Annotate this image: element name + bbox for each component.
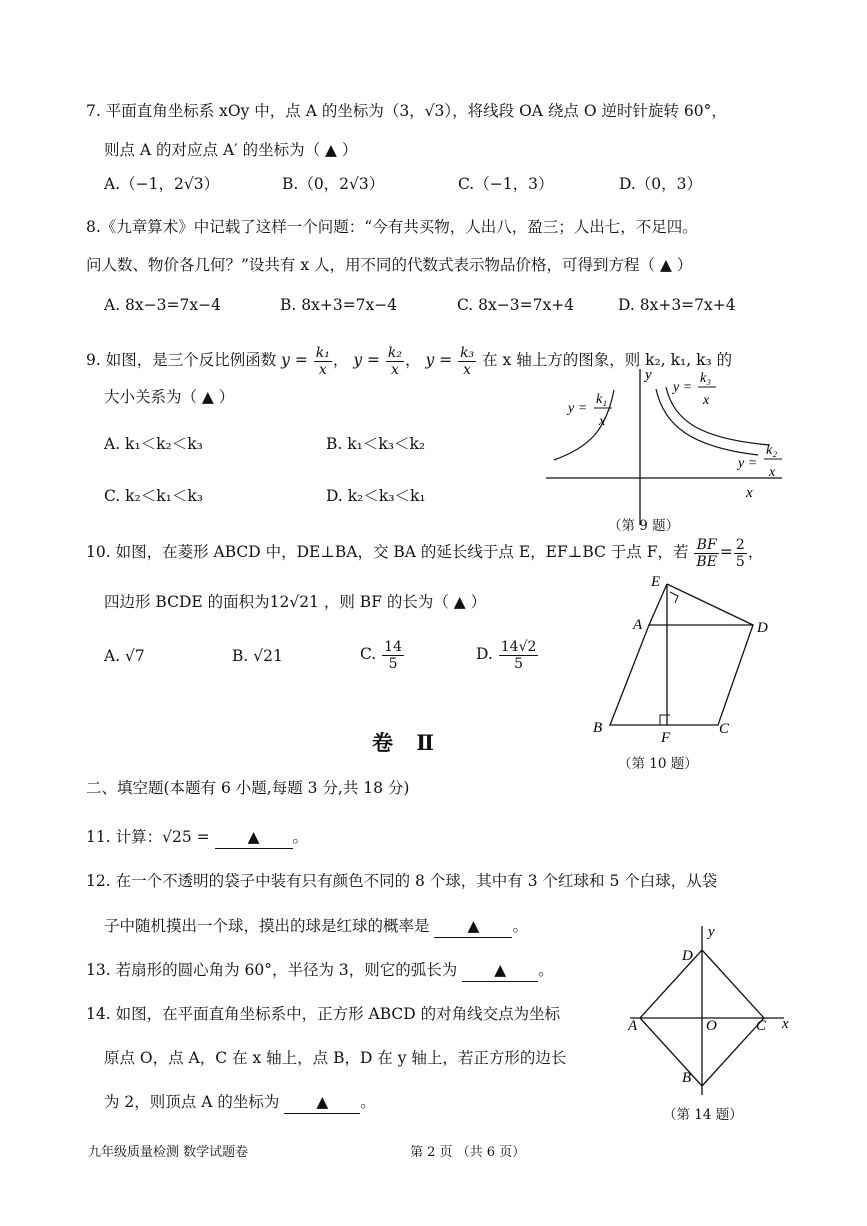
q10-label-e: E [651, 574, 661, 590]
q8-option-c: C. 8x−3=7x+4 [457, 296, 575, 314]
q13-end: 。 [538, 961, 554, 979]
q9-frac-k1-den: x [318, 361, 327, 378]
q9-y2: y = [353, 351, 380, 369]
q10-right-angle-f [660, 715, 670, 725]
q9-figure [540, 365, 790, 535]
q10-line2: 四边形 BCDE 的面积为12√21 ，则 BF 的长为（ ▲ ） [104, 593, 487, 611]
q14-label-o: O [706, 1018, 717, 1034]
q9-frac-k3-num: k₃ [460, 344, 475, 361]
q13 [86, 959, 554, 982]
q9-y3: y = [425, 351, 453, 369]
q8-line1: 8.《九章算术》中记载了这样一个问题：“今有共买物，人出八，盈三；人出七，不足四。 [86, 218, 698, 236]
q9-line2: 大小关系为（ ▲ ） [104, 388, 235, 406]
q14-line2: 原点 O，点 A，C 在 x 轴上，点 B，D 在 y 轴上，若正方形的边长 [104, 1049, 567, 1067]
q14-label-c: C [756, 1018, 767, 1034]
q10-option-d-den: 5 [514, 655, 524, 672]
q12-line2 [104, 915, 528, 938]
q14-line3 [104, 1091, 376, 1114]
q9-frac-k2 [386, 345, 404, 378]
section-title: 卷 Ⅱ [372, 730, 443, 755]
q10-label-b: B [593, 720, 603, 736]
q10-extension [649, 584, 667, 625]
q7-line2: 则点 A 的对应点 A′ 的坐标为（ ▲ ） [104, 141, 358, 159]
q10-right-angle-e [670, 592, 678, 603]
q9-prefix: 9. 如图，是三个反比例函数 [86, 351, 277, 369]
q12-line2-text: 子中随机摸出一个球，摸出的球是红球的概率是 [104, 917, 430, 935]
q11-end: 。 [292, 828, 309, 846]
q10-option-d-num: 14√2 [500, 638, 537, 655]
q11 [86, 826, 308, 849]
q11-blank: ▲ [215, 826, 293, 849]
q14-end: 。 [360, 1093, 376, 1111]
q14-line1: 14. 如图，在平面直角坐标系中，正方形 ABCD 的对角线交点为坐标 [86, 1005, 561, 1023]
q10-option-c-label: C. [360, 645, 377, 663]
q10-de [667, 584, 753, 625]
q10-option-d [476, 634, 539, 674]
q9-line1: 9. 如图，是三个反比例函数 y = $\frac{\text{k₁}}{x}$ ， y = $\frac{\text{k₂}}{x}$ ， y = $\frac{\text{k₃}}{x}$ 在 x 轴上方的图象，则 k₂, k₁, k₃ 的 [86, 344, 733, 378]
q14-label-a: A [628, 1018, 638, 1034]
q10-label-d: D [757, 620, 768, 636]
q9-frac-k3 [458, 345, 476, 378]
q9-option-a: A. k₁＜k₂＜k₃ [104, 435, 203, 453]
q8-option-d: D. 8x+3=7x+4 [618, 296, 736, 314]
q8-option-a: A. 8x−3=7x−4 [104, 296, 221, 314]
q10-ratio-den: BE [696, 553, 717, 570]
q9-option-d: D. k₂＜k₃＜k₁ [326, 487, 426, 505]
q13-blank: ▲ [462, 959, 538, 982]
q14-caption: （第 14 题） [663, 1107, 743, 1123]
q9-x-label: x [746, 485, 753, 501]
q9-label2-num: k₂ [766, 443, 778, 458]
q7-option-d: D.（0，3） [619, 175, 703, 193]
part2-heading: 二、填空题(本题有 6 小题,每题 3 分,共 18 分) [86, 779, 410, 797]
q14-label-b: B [682, 1070, 692, 1086]
q10-option-d-label: D. [476, 645, 493, 663]
q9-frac-k1 [314, 345, 332, 378]
q14-label-x: x [782, 1016, 789, 1032]
q10-line1 [86, 532, 763, 572]
q9-label2-y: y = [738, 456, 758, 471]
q7-option-c: C.（−1，3） [458, 175, 554, 193]
q9-mid: 在 x 轴上方的图象，则 k₂, k₁, k₃ 的 [482, 351, 733, 369]
q10-tail: ， [747, 543, 764, 561]
q9-caption: （第 9 题） [608, 518, 680, 534]
footer-title: 九年级质量检测 数学试题卷 [88, 1145, 249, 1160]
q8-option-b: B. 8x+3=7x−4 [280, 296, 398, 314]
q10-label-a: A [633, 617, 643, 633]
q12-blank: ▲ [434, 915, 512, 938]
q9-frac-k3-den: x [463, 361, 472, 378]
q10-ratio-num: BF [696, 536, 717, 553]
q9-label1-den: x [599, 414, 606, 429]
q10-label-c: C [719, 721, 730, 737]
q7-line1: 7. 平面直角坐标系 xOy 中，点 A 的坐标为（3，√3），将线段 OA 绕点 O 逆时针旋转 60°， [86, 102, 727, 120]
q9-label2-den: x [769, 465, 776, 480]
q9-label1-y: y = [568, 401, 588, 416]
q9-option-c: C. k₂＜k₁＜k₃ [104, 487, 203, 505]
q10-label-f: F [661, 730, 671, 746]
q10-option-b: B. √21 [232, 647, 283, 665]
q10-line1-text: 10. 如图，在菱形 ABCD 中，DE⊥BA，交 BA 的延长线于点 E，EF⊥BC 于点 F，若 [86, 543, 689, 561]
q10-value-frac [734, 537, 747, 570]
q11-text: 11. 计算：√25 = [86, 828, 210, 846]
q9-y-label: y [645, 367, 652, 383]
footer-page: 第 2 页 （共 6 页） [410, 1145, 526, 1160]
q14-label-y: y [708, 924, 715, 940]
q10-figure [585, 570, 785, 750]
q12-end: 。 [512, 917, 528, 935]
q14-line3-text: 为 2，则顶点 A 的坐标为 [104, 1093, 280, 1111]
q13-text: 13. 若扇形的圆心角为 60°，半径为 3，则它的弧长为 [86, 961, 458, 979]
q9-option-b: B. k₁＜k₃＜k₂ [326, 435, 426, 453]
q10-option-a: A. √7 [104, 647, 145, 665]
q10-option-c-den: 5 [388, 655, 398, 672]
q9-frac-k1-num: k₁ [315, 344, 330, 361]
q10-caption: （第 10 题） [618, 756, 698, 772]
q7-option-a: A.（−1，2√3） [104, 175, 220, 193]
q9-frac-k2-den: x [391, 361, 399, 378]
q9-label1-num: k₁ [596, 392, 608, 407]
q12-line1: 12. 在一个不透明的袋子中装有只有颜色不同的 8 个球，其中有 3 个红球和 5 个白球，从袋 [86, 872, 718, 890]
q7-option-b: B.（0，2√3） [282, 175, 385, 193]
q10-value-num: 2 [735, 536, 745, 553]
q10-option-c [360, 634, 405, 674]
q14-figure [620, 920, 800, 1100]
q10-value-den: 5 [735, 553, 745, 570]
q10-eq: = [719, 543, 733, 561]
q8-line2: 问人数、物价各几何？”设共有 x 人，用不同的代数式表示物品价格，可得到方程（ ▲ ） [86, 256, 693, 274]
q10-option-c-num: 14 [384, 638, 402, 655]
q9-label3-num: k₃ [700, 371, 712, 386]
q9-frac-k2-num: k₂ [387, 344, 403, 361]
q10-ratio-frac [694, 537, 719, 570]
q9-y1: y = [281, 351, 308, 369]
q10-rhombus [610, 625, 753, 725]
q14-label-d: D [682, 948, 693, 964]
q9-curve-k3 [666, 387, 770, 445]
q9-label3-den: x [703, 393, 710, 408]
q14-blank: ▲ [284, 1091, 360, 1114]
q9-label3-y: y = [673, 380, 693, 395]
